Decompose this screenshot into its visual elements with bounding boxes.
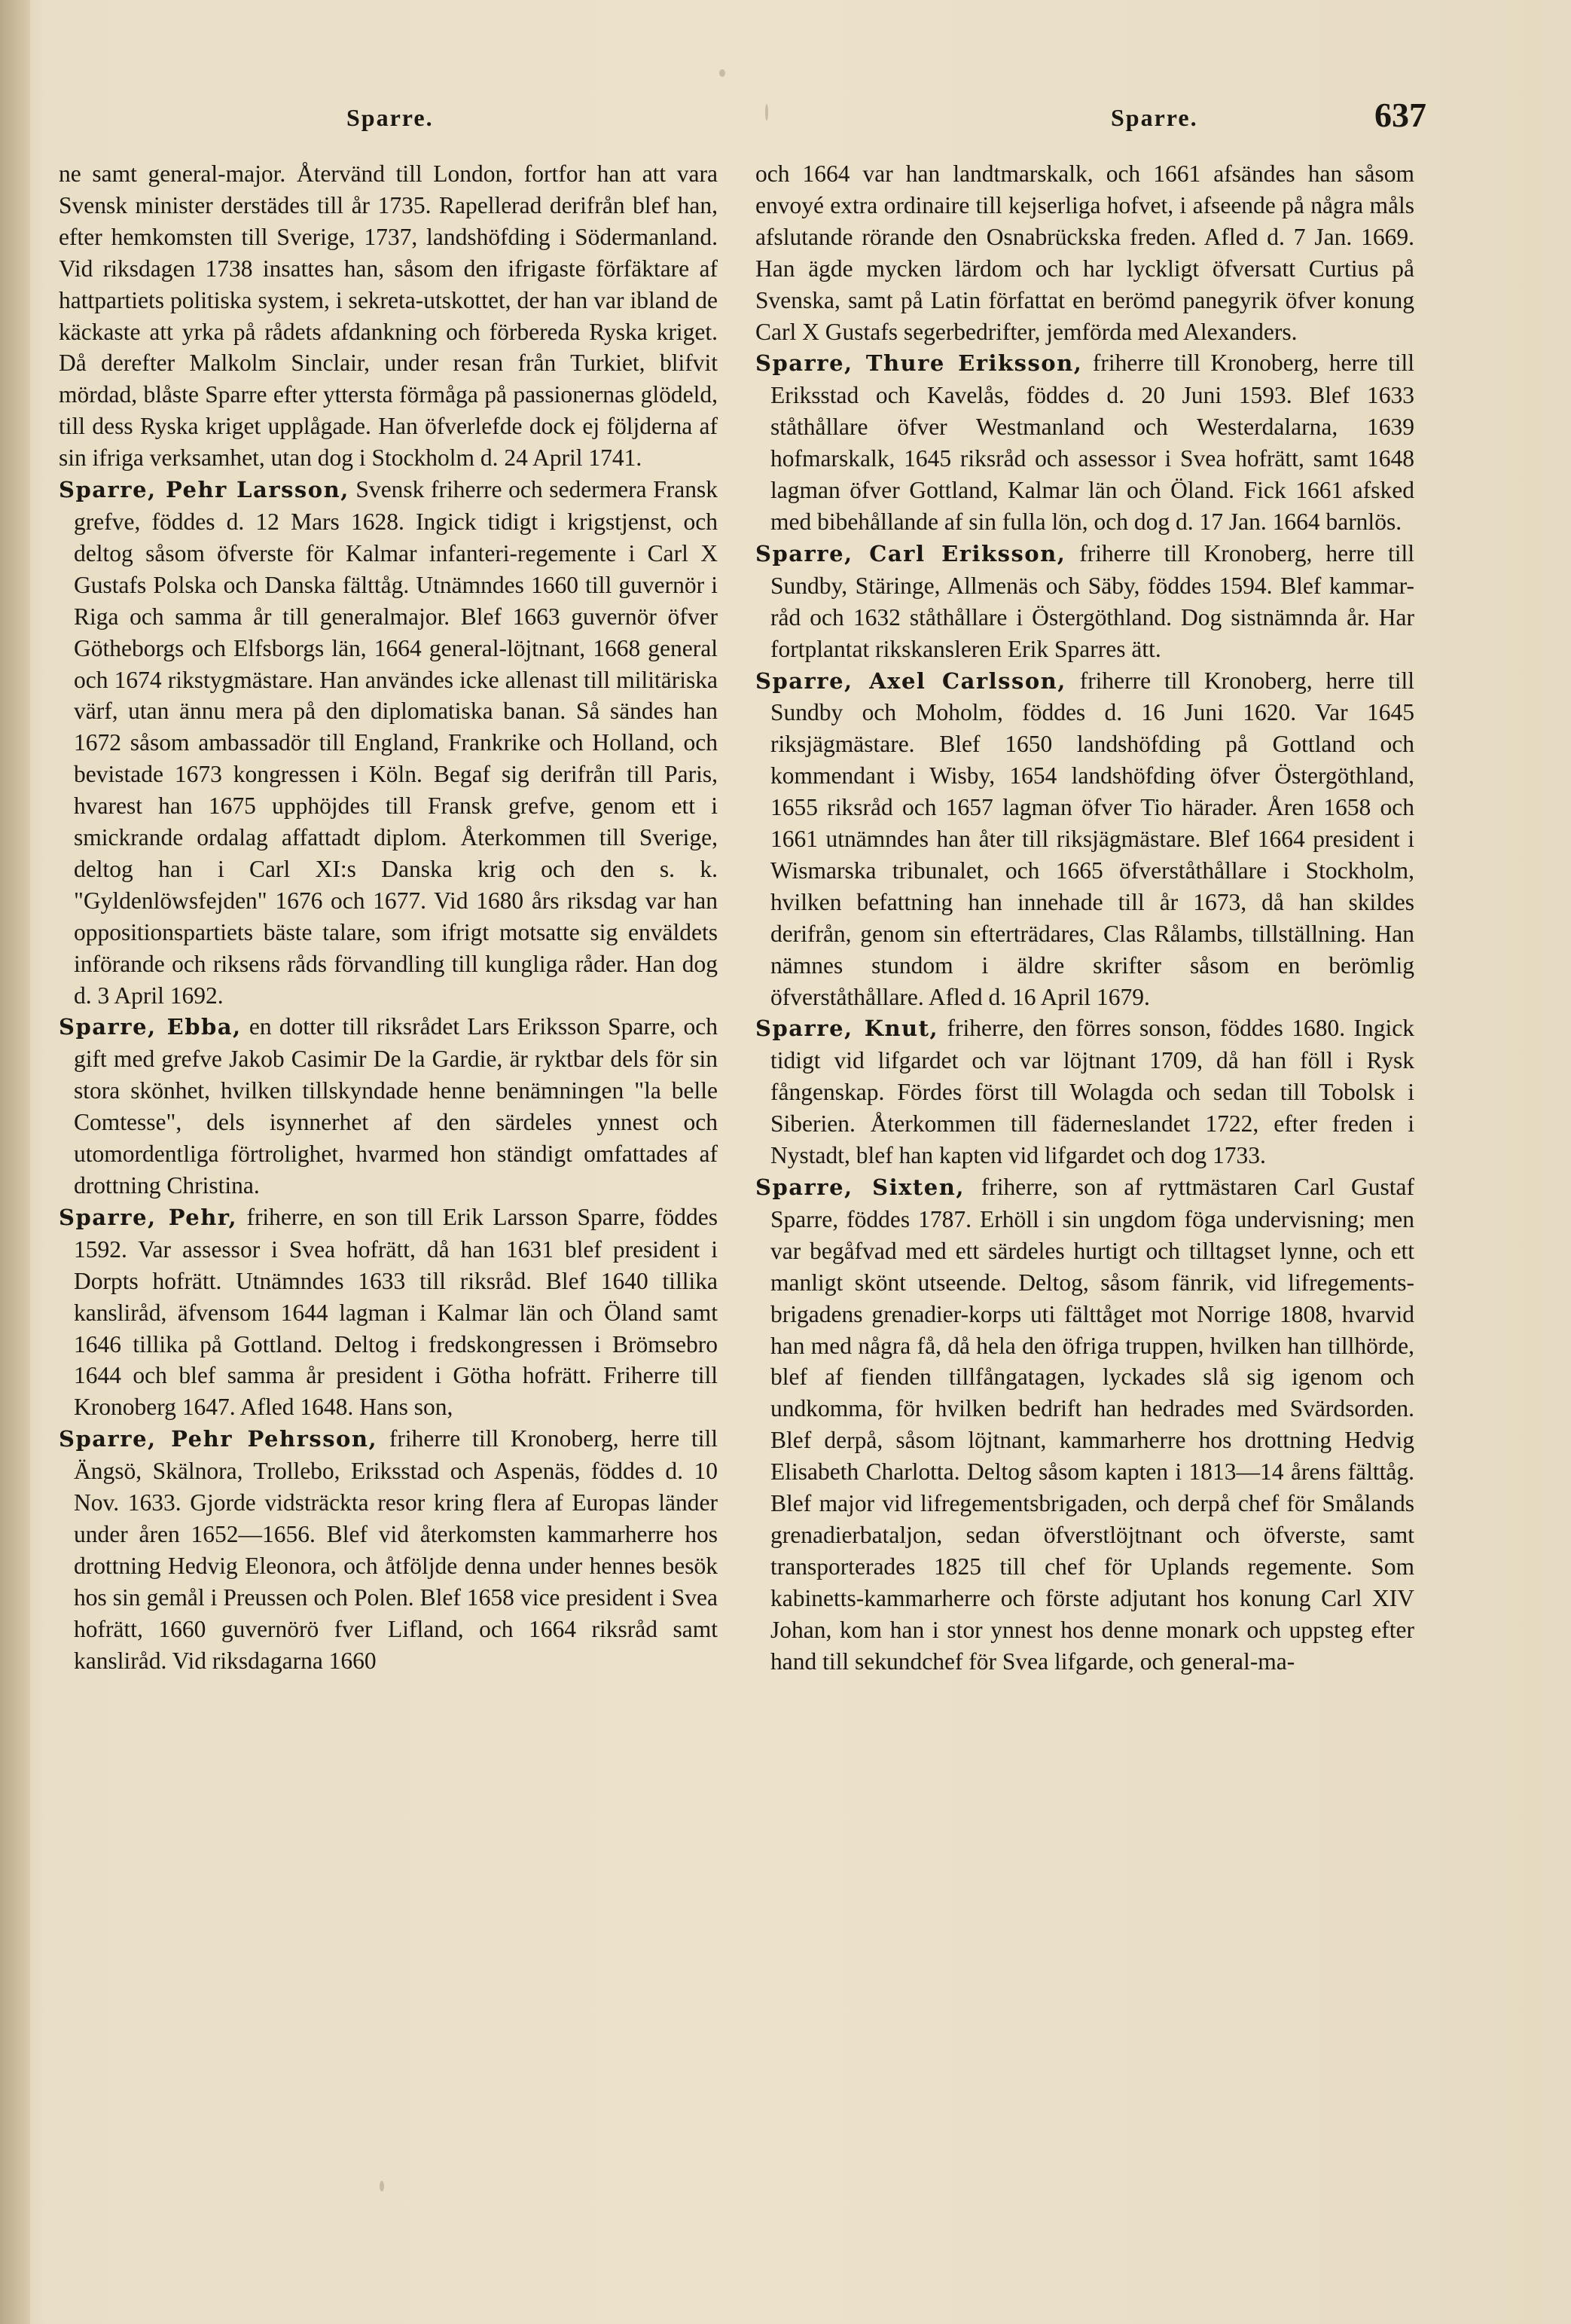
entry-heading: Sparre, Ebba, [59, 1014, 242, 1040]
entry-text: friherre till Kronoberg, herre till Ängsö, Skälnora, Trollebo, Eriksstad och Aspenäs, föddes d. 10 Nov. 1633. Gjorde vidsträckta resor kring flera af Europas länder under åren 1652—1656. Blef vid återkomsten kammarherre hos drottning Hedvig Eleonora, och åtföljde denna under hennes besök hos sin gemål i Preussen och Polen. Blef 1658 vice president i Svea hofrätt, 1660 guvernörö fver Lifland, och 1664 riksråd samt kansliråd. Vid riksdagarna 1660 [74, 1425, 718, 1674]
left-running-title: Sparre. [346, 104, 434, 131]
entry-heading: Sparre, Pehr Larsson, [59, 477, 349, 503]
entry-heading: Sparre, Pehr, [59, 1204, 238, 1230]
continuation-paragraph: och 1664 var han landtmarskalk, och 1661 afsändes han såsom envoyé extra ordinaire till kejserliga hofvet, i afseende på några måls afslutande rörande den Osnabrückska freden. Afled d. 7 Jan. 1669. Han ägde mycken lärdom och har lyckligt öfversatt Curtius på Svenska, samt på Latin författat en berömd panegyrik öfver konung Carl X Gustafs segerbedrifter, jemförda med Alexanders. [755, 160, 1414, 345]
entry-heading: Sparre, Thure Eriksson, [755, 350, 1083, 377]
entry-text: friherre, den förres sonson, föddes 1680. Ingick tidigt vid lifgardet och var löjtnant 1709, då han föll i Rysk fångenskap. Fördes först till Wolagda och sedan till Tobolsk i Siberien. Återkommen till fäderneslandet 1722, efter freden i Nystadt, blef han kapten vid lifgardet och dog 1733. [770, 1015, 1414, 1169]
entry-heading: Sparre, Carl Eriksson, [755, 540, 1066, 566]
entry-text: en dotter till riksrådet Lars Eriksson Sparre, och gift med grefve Jakob Casimir De la Gardie, är ryktbar dels för sin stora skönhet, hvilken tillskyndade henne benämningen "la belle Comtesse", dels isynnerhet af den särdeles ynnest och utomordentliga förtrolighet, hvarmed hon ständigt omfattades af drottning Christina. [74, 1013, 718, 1199]
page-number: 637 [1374, 96, 1426, 134]
entry-heading: Sparre, Pehr Pehrsson, [59, 1426, 378, 1452]
entry-heading: Sparre, Sixten, [755, 1174, 965, 1200]
page-binding-edge [0, 0, 30, 2324]
ink-speck [765, 104, 768, 121]
entry-ebba [59, 1011, 718, 1201]
entry-text: friherre till Kronoberg, herre till Sundby, Stäringe, Allmenäs och Säby, föddes 1594. Blef kammar-råd och 1632 ståthållare i Östergöthland. Dog sistnämnda år. Har fortplantat rikskansleren Erik Sparres ätt. [770, 539, 1414, 662]
entry-text: Svensk friherre och sedermera Fransk grefve, föddes d. 12 Mars 1628. Ingick tidigt i krigstjenst, och deltog såsom öfverste för Kalmar infanteri-regemente i Carl X Gustafs Polska och Danska fälttåg. Utnämndes 1660 till guvernör i Riga och samma år till generalmajor. Blef 1663 guvernör öfver Götheborgs och Elfsborgs län, 1664 general-löjtnant, 1668 general och 1674 rikstygmästare. Han användes icke allenast till militäriska värf, utan ännu mera på den diplomatiska banan. Så sändes han 1672 såsom ambassadör till England, Frankrike och Holland, och bevistade 1673 kongressen i Köln. Begaf sig derifrån till Paris, hvarest han 1675 upphöjdes till Fransk grefve, genom ett i smickrande ordalag affattadt diplom. Återkommen till Sverige, deltog han i Carl XI:s Danska krig och den s. k. "Gyldenlöwsfejden" 1676 och 1677. Vid 1680 års riksdag var han oppositionspartiets bäste talare, som ifrigt motsatte sig enväldets införande och riksens råds förvandling till kungliga råder. Han dog d. 3 April 1692. [74, 476, 718, 1009]
entry-knut [755, 1012, 1414, 1171]
right-running-title: Sparre. [1111, 104, 1198, 131]
entry-text: friherre, en son till Erik Larsson Sparre, föddes 1592. Var assessor i Svea hofrätt, då han 1631 blef president i Dorpts hofrätt. Utnämndes 1633 till riksråd. Blef 1640 tillika kansliråd, äfvensom 1644 lagman i Kalmar län och Öland samt 1646 tillika på Gottland. Deltog i fredskongressen i Brömsebro 1644 och blef samma år president i Götha hofrätt. Friherre till Kronoberg 1647. Afled 1648. Hans son, [74, 1203, 718, 1421]
entry-thure-eriksson [755, 347, 1414, 537]
right-column [755, 158, 1414, 1678]
entry-pehr-pehrsson [59, 1423, 718, 1676]
entry-pehr-larsson [59, 474, 718, 1011]
entry-text: friherre, son af ryttmästaren Carl Gustaf Sparre, föddes 1787. Erhöll i sin ungdom föga undervisning; men var begåfvad med ett särdeles hurtigt och tilltagset lynne, och ett manligt skönt utseende. Deltog, såsom fänrik, vid lifregements-brigadens grenadier-korps uti fälttåget mot Norrige 1808, hvarvid han med några få, då hela den öfriga truppen, hvilken han tillhörde, blef af fienden tillfångatagen, lyckades slå sig igenom och undkomma, för hvilken bedrift han hedrades med Svärdsorden. Blef derpå, såsom löjtnant, kammarherre hos drottning Hedvig Elisabeth Charlotta. Deltog såsom kapten i 1813—14 årens fälttåg. Blef major vid lifregementsbrigaden, och derpå chef för Smålands grenadierbataljon, sedan öfverstlöjtnant och öfverste, samt transporterades 1825 till chef för Uplands regemente. Som kabinetts-kammarherre och förste adjutant hos konung Carl XIV Johan, kom han i stor ynnest hos denne monark och uppsteg efter hand till sekundchef för Svea lifgarde, och general-ma- [770, 1174, 1414, 1675]
entry-text: friherre till Kronoberg, herre till Sundby och Moholm, föddes d. 16 Juni 1620. Var 1645 riksjägmästare. Blef 1650 landshöfding på Gottland och kommendant i Wisby, 1654 landshöfding öfver Östergöthland, 1655 riksråd och 1657 lagman öfver Tio härader. Åren 1658 och 1661 utnämndes han åter till riksjägmästare. Blef 1664 president i Wismarska tribunalet, och 1665 öfverståthållare i Stockholm, hvilken befattning han innehade till år 1673, då han skildes derifrån, genom sin efterträdares, Clas Rålambs, tillställning. Han nämnes stundom i äldre skrifter såsom en berömlig öfverståthållare. Afled d. 16 April 1679. [770, 667, 1414, 1010]
entry-pehr [59, 1202, 718, 1423]
entry-text: friherre till Kronoberg, herre till Eriksstad och Kavelås, föddes d. 20 Juni 1593. Blef 1633 ståthållare öfver Westmanland och Westerdalarna, 1639 hofmarskalk, 1645 riksråd och assessor i Svea hofrätt, samt 1648 lagman öfver Gottland, Kalmar län och Öland. Fick 1661 afsked med bibehållande af sin fulla lön, och dog d. 17 Jan. 1664 barnlös. [770, 350, 1414, 535]
left-column [59, 158, 718, 1677]
page-header [60, 96, 1426, 142]
entry-axel-carlsson [755, 665, 1414, 1013]
entry-heading: Sparre, Knut, [755, 1015, 939, 1042]
continuation-paragraph: ne samt general-major. Återvänd till London, fortfor han att vara Svensk minister derstädes till år 1735. Rapellerad derifrån blef han, efter hemkomsten till Sverige, 1737, landshöfding i Södermanland. Vid riksdagen 1738 insattes han, såsom den ifrigaste förfäktare af hattpartiets politiska system, i sekreta-utskottet, der han var ibland de käckaste att yrka på rådets afdankning och förbereda Ryska kriget. Då derefter Malkolm Sinclair, under resan från Turkiet, blifvit mördad, blåste Sparre efter yttersta förmåga på passionernas glödeld, till dess Ryska kriget upplågade. Han öfverlefde dock ej följderna af sin ifriga verksamhet, utan dog i Stockholm d. 24 April 1741. [59, 160, 718, 472]
entry-sixten [755, 1171, 1414, 1678]
ink-speck [719, 69, 725, 77]
ink-speck [380, 2181, 384, 2191]
entry-carl-eriksson [755, 538, 1414, 665]
entry-heading: Sparre, Axel Carlsson, [755, 667, 1066, 694]
